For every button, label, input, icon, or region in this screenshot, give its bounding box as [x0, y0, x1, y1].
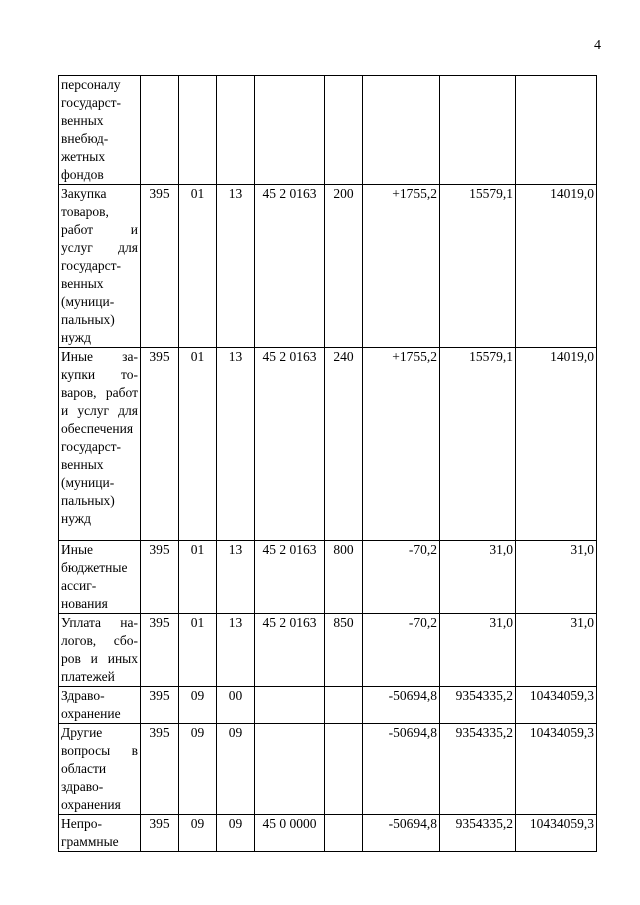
row-sum-1: 31,0 — [440, 541, 516, 614]
row-name: Иные закупки товаров, работ и услуг для обеспечения государственных (муниципальных) нужд — [59, 348, 141, 541]
row-grbs: 395 — [141, 724, 179, 815]
row-grbs — [141, 76, 179, 185]
row-name: персоналу государственных внебюджетных фондов — [59, 76, 141, 185]
row-grbs: 395 — [141, 687, 179, 724]
row-expense-type — [325, 724, 363, 815]
row-name: Уплата налогов, сборов и иных платежей — [59, 614, 141, 687]
row-section: 01 — [179, 348, 217, 541]
row-section: 01 — [179, 185, 217, 348]
row-name: Другие вопросы в области здравоохранения — [59, 724, 141, 815]
row-sum-2: 31,0 — [516, 614, 597, 687]
row-subsection: 13 — [217, 614, 255, 687]
table-row — [59, 687, 597, 724]
row-subsection — [217, 76, 255, 185]
row-change: -50694,8 — [363, 815, 440, 852]
row-target-item: 45 2 0163 — [255, 185, 325, 348]
row-expense-type — [325, 815, 363, 852]
row-sum-1: 9354335,2 — [440, 815, 516, 852]
table-row — [59, 76, 597, 185]
row-expense-type: 200 — [325, 185, 363, 348]
row-section: 09 — [179, 687, 217, 724]
row-expense-type: 850 — [325, 614, 363, 687]
row-change: -50694,8 — [363, 687, 440, 724]
row-sum-1 — [440, 76, 516, 185]
row-sum-2: 10434059,3 — [516, 815, 597, 852]
row-target-item: 45 2 0163 — [255, 348, 325, 541]
row-subsection: 00 — [217, 687, 255, 724]
row-sum-2: 14019,0 — [516, 185, 597, 348]
row-grbs: 395 — [141, 541, 179, 614]
row-change: -50694,8 — [363, 724, 440, 815]
row-change: +1755,2 — [363, 185, 440, 348]
row-sum-1: 9354335,2 — [440, 687, 516, 724]
row-expense-type — [325, 76, 363, 185]
table-row — [59, 614, 597, 687]
page-number: 4 — [594, 38, 601, 53]
row-section: 09 — [179, 724, 217, 815]
row-sum-1: 15579,1 — [440, 185, 516, 348]
row-grbs: 395 — [141, 185, 179, 348]
row-expense-type — [325, 687, 363, 724]
row-sum-2: 10434059,3 — [516, 687, 597, 724]
table-row — [59, 815, 597, 852]
row-target-item — [255, 76, 325, 185]
row-sum-1: 9354335,2 — [440, 724, 516, 815]
row-sum-2: 14019,0 — [516, 348, 597, 541]
row-subsection: 09 — [217, 724, 255, 815]
table-row — [59, 185, 597, 348]
row-section — [179, 76, 217, 185]
row-target-item: 45 2 0163 — [255, 541, 325, 614]
table-row — [59, 724, 597, 815]
row-change: -70,2 — [363, 614, 440, 687]
row-expense-type: 800 — [325, 541, 363, 614]
row-subsection: 13 — [217, 541, 255, 614]
row-section: 01 — [179, 614, 217, 687]
row-change: +1755,2 — [363, 348, 440, 541]
row-subsection: 13 — [217, 348, 255, 541]
row-change: -70,2 — [363, 541, 440, 614]
budget-table — [58, 75, 597, 852]
row-target-item: 45 0 0000 — [255, 815, 325, 852]
row-target-item: 45 2 0163 — [255, 614, 325, 687]
row-name: Непрограммные — [59, 815, 141, 852]
row-name: Иные бюджетные ассигнования — [59, 541, 141, 614]
table-row — [59, 348, 597, 541]
row-grbs: 395 — [141, 614, 179, 687]
row-sum-2 — [516, 76, 597, 185]
row-subsection: 13 — [217, 185, 255, 348]
table-row — [59, 541, 597, 614]
row-sum-1: 15579,1 — [440, 348, 516, 541]
row-sum-2: 31,0 — [516, 541, 597, 614]
row-section: 01 — [179, 541, 217, 614]
row-sum-1: 31,0 — [440, 614, 516, 687]
row-target-item — [255, 687, 325, 724]
row-section: 09 — [179, 815, 217, 852]
row-expense-type: 240 — [325, 348, 363, 541]
row-target-item — [255, 724, 325, 815]
row-sum-2: 10434059,3 — [516, 724, 597, 815]
row-name: Здравоохранение — [59, 687, 141, 724]
row-grbs: 395 — [141, 815, 179, 852]
row-change — [363, 76, 440, 185]
row-subsection: 09 — [217, 815, 255, 852]
row-name: Закупка товаров, работ и услуг для государственных (муниципальных) нужд — [59, 185, 141, 348]
row-grbs: 395 — [141, 348, 179, 541]
